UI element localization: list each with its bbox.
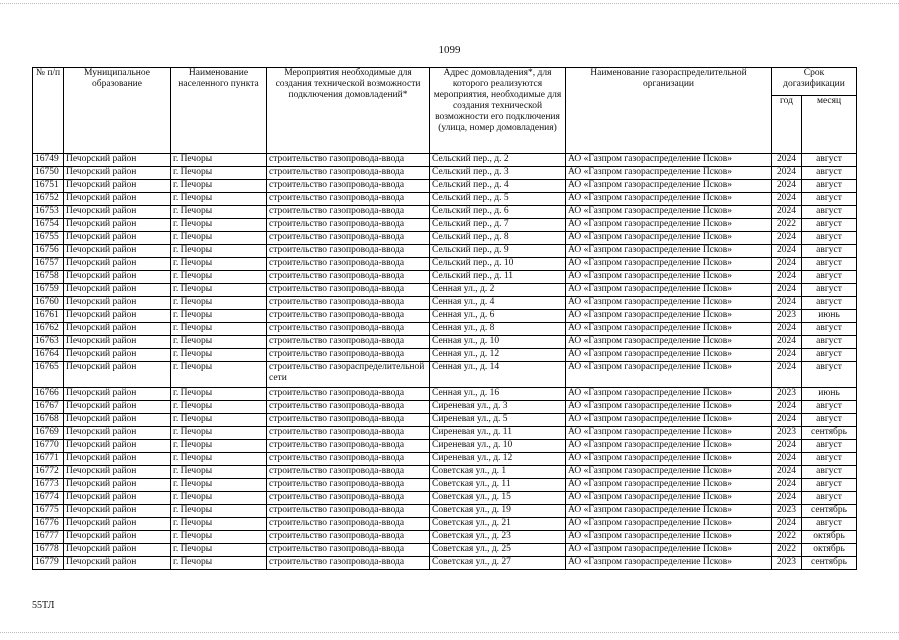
cell-settlement: г. Печоры [171,297,267,310]
cell-measure: строительство газопровода-ввода [267,245,430,258]
cell-num: 16762 [33,323,64,336]
cell-organization: АО «Газпром газораспределение Псков» [566,271,772,284]
cell-month: июнь [802,388,857,401]
cell-measure: строительство газопровода-ввода [267,219,430,232]
cell-municipality: Печорский район [64,466,171,479]
cell-address: Сиреневая ул., д. 12 [430,453,566,466]
cell-organization: АО «Газпром газораспределение Псков» [566,219,772,232]
table-row [33,414,857,427]
cell-measure: строительство газопровода-ввода [267,440,430,453]
cell-settlement: г. Печоры [171,284,267,297]
cell-settlement: г. Печоры [171,219,267,232]
table-row [33,336,857,349]
cell-settlement: г. Печоры [171,518,267,531]
cell-settlement: г. Печоры [171,206,267,219]
cell-address: Сельский пер., д. 11 [430,271,566,284]
cell-measure: строительство газопровода-ввода [267,505,430,518]
cell-municipality: Печорский район [64,206,171,219]
cell-measure: строительство газопровода-ввода [267,544,430,557]
cell-month: август [802,245,857,258]
cell-municipality: Печорский район [64,258,171,271]
cell-settlement: г. Печоры [171,427,267,440]
cell-municipality: Печорский район [64,557,171,570]
cell-settlement: г. Печоры [171,414,267,427]
cell-settlement: г. Печоры [171,154,267,167]
cell-address: Советская ул., д. 27 [430,557,566,570]
cell-organization: АО «Газпром газораспределение Псков» [566,466,772,479]
cell-month: август [802,206,857,219]
cell-municipality: Печорский район [64,271,171,284]
table-row [33,388,857,401]
cell-address: Сенная ул., д. 10 [430,336,566,349]
cell-month: август [802,414,857,427]
cell-organization: АО «Газпром газораспределение Псков» [566,323,772,336]
cell-month: август [802,349,857,362]
cell-address: Сенная ул., д. 8 [430,323,566,336]
cell-municipality: Печорский район [64,479,171,492]
table-row [33,271,857,284]
cell-measure: строительство газопровода-ввода [267,310,430,323]
cell-address: Сельский пер., д. 4 [430,180,566,193]
cell-settlement: г. Печоры [171,492,267,505]
cell-measure: строительство газопровода-ввода [267,349,430,362]
table-row [33,323,857,336]
cell-num: 16776 [33,518,64,531]
cell-year: 2024 [772,154,802,167]
cell-municipality: Печорский район [64,310,171,323]
cell-settlement: г. Печоры [171,362,267,388]
cell-organization: АО «Газпром газораспределение Псков» [566,518,772,531]
cell-organization: АО «Газпром газораспределение Псков» [566,427,772,440]
cell-settlement: г. Печоры [171,479,267,492]
cell-address: Советская ул., д. 1 [430,466,566,479]
cell-year: 2024 [772,180,802,193]
cell-settlement: г. Печоры [171,505,267,518]
cell-organization: АО «Газпром газораспределение Псков» [566,258,772,271]
cell-municipality: Печорский район [64,349,171,362]
cell-year: 2024 [772,297,802,310]
cell-address: Сиреневая ул., д. 11 [430,427,566,440]
cell-year: 2022 [772,219,802,232]
cell-municipality: Печорский район [64,323,171,336]
cell-month: сентябрь [802,505,857,518]
table-row [33,401,857,414]
table-row [33,232,857,245]
cell-year: 2024 [772,206,802,219]
cell-num: 16767 [33,401,64,414]
table-row [33,440,857,453]
cell-year: 2022 [772,544,802,557]
cell-address: Советская ул., д. 11 [430,479,566,492]
cell-address: Сельский пер., д. 5 [430,193,566,206]
cell-address: Сенная ул., д. 6 [430,310,566,323]
cell-year: 2024 [772,349,802,362]
cell-address: Сенная ул., д. 16 [430,388,566,401]
cell-settlement: г. Печоры [171,440,267,453]
cell-measure: строительство газопровода-ввода [267,154,430,167]
cell-year: 2024 [772,323,802,336]
cell-measure: строительство газопровода-ввода [267,336,430,349]
cell-num: 16768 [33,414,64,427]
cell-month: август [802,518,857,531]
cell-measure: строительство газопровода-ввода [267,414,430,427]
header-term: Срок догазификации [772,68,857,96]
cell-year: 2024 [772,258,802,271]
cell-month: июнь [802,310,857,323]
gasification-table [32,67,857,570]
cell-measure: строительство газопровода-ввода [267,479,430,492]
cell-month: октябрь [802,531,857,544]
cell-year: 2024 [772,362,802,388]
cell-measure: строительство газопровода-ввода [267,427,430,440]
cell-municipality: Печорский район [64,453,171,466]
cell-num: 16779 [33,557,64,570]
cell-month: август [802,466,857,479]
cell-year: 2024 [772,401,802,414]
header-measures: Мероприятия необходимые для создания технической возможности подключения домовладений* [267,68,430,154]
cell-measure: строительство газопровода-ввода [267,401,430,414]
table-body [33,154,857,570]
cell-month: август [802,492,857,505]
cell-year: 2022 [772,531,802,544]
scan-bottom-edge [0,632,899,633]
cell-year: 2023 [772,427,802,440]
cell-municipality: Печорский район [64,362,171,388]
cell-month: август [802,180,857,193]
cell-organization: АО «Газпром газораспределение Псков» [566,453,772,466]
cell-year: 2023 [772,505,802,518]
cell-address: Сиреневая ул., д. 5 [430,414,566,427]
cell-year: 2024 [772,336,802,349]
table-row [33,193,857,206]
cell-num: 16758 [33,271,64,284]
cell-month: август [802,232,857,245]
table-row [33,206,857,219]
cell-num: 16769 [33,427,64,440]
cell-municipality: Печорский район [64,193,171,206]
cell-address: Советская ул., д. 23 [430,531,566,544]
cell-month: август [802,323,857,336]
cell-month: август [802,401,857,414]
cell-organization: АО «Газпром газораспределение Псков» [566,492,772,505]
cell-month: август [802,258,857,271]
cell-month: август [802,219,857,232]
table-row [33,154,857,167]
cell-measure: строительство газопровода-ввода [267,557,430,570]
table-row [33,362,857,388]
cell-measure: строительство газопровода-ввода [267,206,430,219]
cell-organization: АО «Газпром газораспределение Псков» [566,362,772,388]
cell-year: 2024 [772,518,802,531]
header-num: № п/п [33,68,64,154]
cell-num: 16761 [33,310,64,323]
cell-municipality: Печорский район [64,518,171,531]
cell-settlement: г. Печоры [171,310,267,323]
table-row [33,310,857,323]
cell-year: 2024 [772,167,802,180]
cell-measure: строительство газопровода-ввода [267,492,430,505]
cell-num: 16770 [33,440,64,453]
cell-year: 2024 [772,271,802,284]
cell-organization: АО «Газпром газораспределение Псков» [566,193,772,206]
cell-measure: строительство газопровода-ввода [267,453,430,466]
cell-settlement: г. Печоры [171,349,267,362]
header-settlement: Наименование населенного пункта [171,68,267,154]
cell-year: 2024 [772,479,802,492]
cell-municipality: Печорский район [64,245,171,258]
table-row [33,531,857,544]
cell-num: 16778 [33,544,64,557]
cell-municipality: Печорский район [64,401,171,414]
cell-num: 16752 [33,193,64,206]
cell-year: 2023 [772,310,802,323]
cell-measure: строительство газопровода-ввода [267,323,430,336]
cell-settlement: г. Печоры [171,336,267,349]
cell-address: Советская ул., д. 15 [430,492,566,505]
cell-organization: АО «Газпром газораспределение Псков» [566,245,772,258]
cell-month: сентябрь [802,427,857,440]
cell-municipality: Печорский район [64,492,171,505]
cell-settlement: г. Печоры [171,258,267,271]
cell-num: 16759 [33,284,64,297]
cell-year: 2024 [772,284,802,297]
cell-address: Сельский пер., д. 6 [430,206,566,219]
cell-num: 16765 [33,362,64,388]
cell-settlement: г. Печоры [171,232,267,245]
cell-measure: строительство газопровода-ввода [267,388,430,401]
cell-municipality: Печорский район [64,219,171,232]
cell-measure: строительство газопровода-ввода [267,297,430,310]
cell-num: 16763 [33,336,64,349]
cell-organization: АО «Газпром газораспределение Псков» [566,232,772,245]
cell-municipality: Печорский район [64,531,171,544]
cell-month: август [802,271,857,284]
cell-municipality: Печорский район [64,336,171,349]
cell-organization: АО «Газпром газораспределение Псков» [566,414,772,427]
cell-organization: АО «Газпром газораспределение Псков» [566,284,772,297]
cell-num: 16766 [33,388,64,401]
cell-address: Сельский пер., д. 3 [430,167,566,180]
table-row [33,492,857,505]
cell-month: август [802,362,857,388]
cell-settlement: г. Печоры [171,193,267,206]
cell-measure: строительство газопровода-ввода [267,167,430,180]
table-row [33,349,857,362]
cell-measure: строительство газопровода-ввода [267,518,430,531]
cell-organization: АО «Газпром газораспределение Псков» [566,544,772,557]
table-row [33,466,857,479]
table-row [33,479,857,492]
table-row [33,557,857,570]
header-address: Адрес домовладения*, для которого реализуются мероприятия, необходимые для создания технической возможности его подключения (улица, номер домовладения) [430,68,566,154]
cell-address: Сенная ул., д. 4 [430,297,566,310]
cell-settlement: г. Печоры [171,323,267,336]
cell-organization: АО «Газпром газораспределение Псков» [566,557,772,570]
cell-num: 16764 [33,349,64,362]
cell-organization: АО «Газпром газораспределение Псков» [566,531,772,544]
cell-measure: строительство газораспределительной сети [267,362,430,388]
table-row [33,258,857,271]
cell-municipality: Печорский район [64,427,171,440]
cell-num: 16773 [33,479,64,492]
cell-settlement: г. Печоры [171,453,267,466]
table-row [33,544,857,557]
table-row [33,180,857,193]
cell-municipality: Печорский район [64,505,171,518]
cell-year: 2024 [772,453,802,466]
cell-municipality: Печорский район [64,544,171,557]
cell-settlement: г. Печоры [171,388,267,401]
cell-municipality: Печорский район [64,284,171,297]
cell-month: август [802,193,857,206]
cell-year: 2024 [772,440,802,453]
cell-settlement: г. Печоры [171,271,267,284]
cell-municipality: Печорский район [64,414,171,427]
cell-municipality: Печорский район [64,297,171,310]
cell-year: 2024 [772,193,802,206]
cell-municipality: Печорский район [64,388,171,401]
cell-num: 16777 [33,531,64,544]
footer-code: 55ТЛ [32,600,55,611]
cell-measure: строительство газопровода-ввода [267,180,430,193]
cell-organization: АО «Газпром газораспределение Псков» [566,349,772,362]
cell-num: 16771 [33,453,64,466]
cell-month: август [802,336,857,349]
cell-address: Советская ул., д. 25 [430,544,566,557]
cell-month: сентябрь [802,557,857,570]
cell-num: 16753 [33,206,64,219]
cell-measure: строительство газопровода-ввода [267,531,430,544]
cell-year: 2024 [772,492,802,505]
cell-settlement: г. Печоры [171,167,267,180]
table-row [33,427,857,440]
cell-num: 16750 [33,167,64,180]
header-year: год [772,96,802,154]
cell-measure: строительство газопровода-ввода [267,284,430,297]
cell-address: Сельский пер., д. 7 [430,219,566,232]
cell-month: август [802,284,857,297]
cell-address: Сельский пер., д. 8 [430,232,566,245]
header-organization: Наименование газораспределительной организации [566,68,772,154]
cell-month: август [802,479,857,492]
cell-organization: АО «Газпром газораспределение Псков» [566,167,772,180]
cell-num: 16751 [33,180,64,193]
cell-organization: АО «Газпром газораспределение Псков» [566,297,772,310]
cell-address: Сельский пер., д. 2 [430,154,566,167]
cell-num: 16772 [33,466,64,479]
cell-measure: строительство газопровода-ввода [267,232,430,245]
cell-organization: АО «Газпром газораспределение Псков» [566,505,772,518]
cell-num: 16749 [33,154,64,167]
table-row [33,167,857,180]
cell-organization: АО «Газпром газораспределение Псков» [566,206,772,219]
table-row [33,219,857,232]
header-municipality: Муниципальное образование [64,68,171,154]
cell-settlement: г. Печоры [171,401,267,414]
cell-organization: АО «Газпром газораспределение Псков» [566,388,772,401]
cell-settlement: г. Печоры [171,557,267,570]
cell-month: август [802,167,857,180]
cell-month: август [802,440,857,453]
cell-settlement: г. Печоры [171,245,267,258]
cell-settlement: г. Печоры [171,466,267,479]
cell-municipality: Печорский район [64,232,171,245]
cell-municipality: Печорский район [64,440,171,453]
cell-organization: АО «Газпром газораспределение Псков» [566,154,772,167]
cell-measure: строительство газопровода-ввода [267,466,430,479]
cell-municipality: Печорский район [64,154,171,167]
cell-settlement: г. Печоры [171,544,267,557]
cell-address: Советская ул., д. 21 [430,518,566,531]
cell-address: Сельский пер., д. 9 [430,245,566,258]
cell-settlement: г. Печоры [171,531,267,544]
cell-year: 2023 [772,557,802,570]
table-row [33,518,857,531]
cell-num: 16775 [33,505,64,518]
table-row [33,505,857,518]
table-row [33,284,857,297]
scan-top-edge [0,3,899,4]
cell-year: 2024 [772,245,802,258]
cell-measure: строительство газопровода-ввода [267,258,430,271]
cell-month: август [802,453,857,466]
cell-year: 2024 [772,232,802,245]
cell-year: 2023 [772,388,802,401]
cell-organization: АО «Газпром газораспределение Псков» [566,336,772,349]
cell-organization: АО «Газпром газораспределение Псков» [566,479,772,492]
cell-organization: АО «Газпром газораспределение Псков» [566,440,772,453]
cell-organization: АО «Газпром газораспределение Псков» [566,310,772,323]
page-number: 1099 [438,44,461,56]
cell-num: 16774 [33,492,64,505]
cell-measure: строительство газопровода-ввода [267,271,430,284]
cell-num: 16754 [33,219,64,232]
cell-municipality: Печорский район [64,180,171,193]
cell-measure: строительство газопровода-ввода [267,193,430,206]
cell-num: 16755 [33,232,64,245]
cell-month: август [802,154,857,167]
cell-num: 16757 [33,258,64,271]
cell-organization: АО «Газпром газораспределение Псков» [566,180,772,193]
cell-address: Сиреневая ул., д. 10 [430,440,566,453]
cell-municipality: Печорский район [64,167,171,180]
table-row [33,453,857,466]
cell-year: 2024 [772,466,802,479]
cell-num: 16760 [33,297,64,310]
cell-month: октябрь [802,544,857,557]
cell-address: Сельский пер., д. 10 [430,258,566,271]
table-row [33,297,857,310]
cell-organization: АО «Газпром газораспределение Псков» [566,401,772,414]
cell-address: Сенная ул., д. 2 [430,284,566,297]
cell-address: Сенная ул., д. 12 [430,349,566,362]
cell-year: 2024 [772,414,802,427]
cell-month: август [802,297,857,310]
cell-num: 16756 [33,245,64,258]
cell-address: Советская ул., д. 19 [430,505,566,518]
cell-settlement: г. Печоры [171,180,267,193]
table-row [33,245,857,258]
cell-address: Сенная ул., д. 14 [430,362,566,388]
header-month: месяц [802,96,857,154]
cell-address: Сиреневая ул., д. 3 [430,401,566,414]
